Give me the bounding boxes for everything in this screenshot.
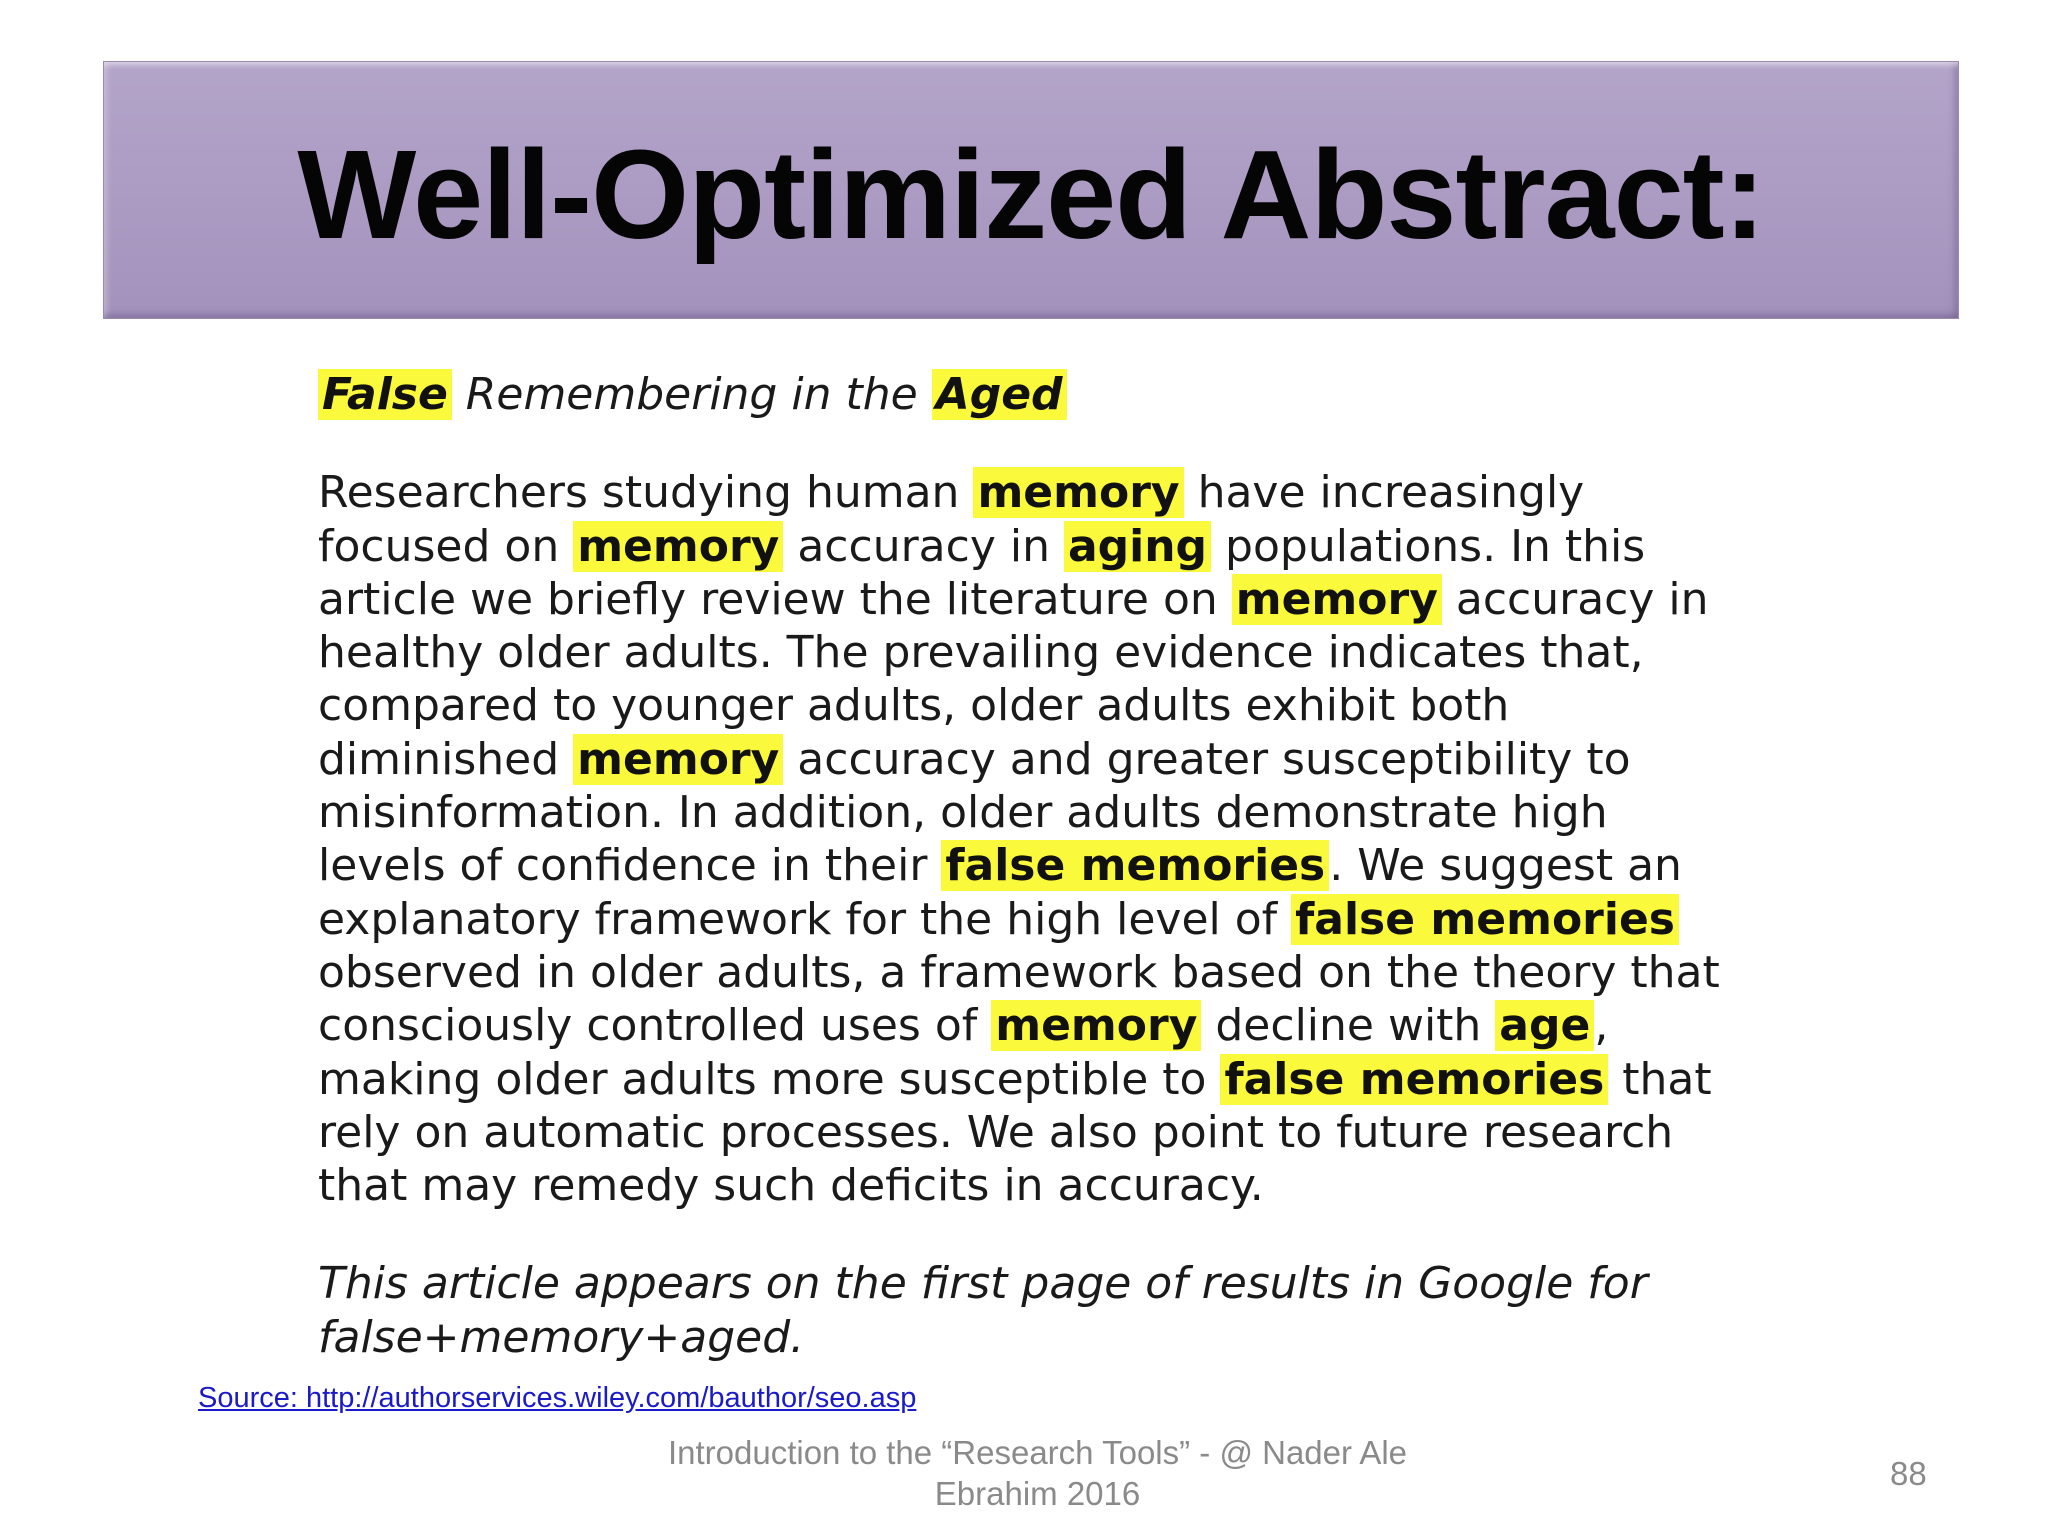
highlighted-term: memory — [573, 521, 783, 572]
abstract-line — [318, 520, 1778, 573]
abstract-line: that may remedy such deficits in accuracy. — [318, 1160, 1264, 1212]
text-run: have increasingly — [1183, 467, 1585, 519]
text-run: . We suggest an — [1329, 840, 1682, 892]
text-run: , — [1594, 1000, 1609, 1052]
note-line: This article appears on the first page of results in Google for — [318, 1258, 1648, 1310]
text-run: accuracy in — [1441, 573, 1709, 625]
source-link[interactable]: Source: http://authorservices.wiley.com/bauthor/seo.asp — [198, 1382, 917, 1414]
text-run: levels of confidence in their — [318, 840, 942, 892]
footer-line: Introduction to the “Research Tools” - @ Nader Ale — [667, 1434, 1408, 1471]
text-run: populations. In this — [1211, 520, 1646, 572]
highlighted-term: false memories — [1220, 1054, 1608, 1105]
text-run: that — [1608, 1053, 1712, 1105]
abstract-line: healthy older adults. The prevailing evidence indicates that, — [318, 627, 1644, 679]
highlighted-term: false memories — [1291, 894, 1679, 945]
abstract-line: rely on automatic processes. We also point to future research — [318, 1106, 1674, 1158]
abstract-line — [318, 893, 1778, 946]
slide-footer — [620, 1432, 1455, 1514]
highlighted-term: memory — [573, 734, 783, 785]
abstract-line — [318, 573, 1778, 626]
text-run: accuracy in — [783, 520, 1064, 572]
abstract-line — [318, 733, 1778, 786]
search-result-note — [318, 1257, 1778, 1364]
abstract-title — [318, 368, 1778, 421]
highlighted-term: memory — [991, 1000, 1201, 1051]
text-run: explanatory framework for the high level of — [318, 893, 1292, 945]
text-run: Researchers studying human — [318, 467, 974, 519]
page-number: 88 — [1890, 1455, 1927, 1492]
text-run: focused on — [318, 520, 574, 572]
abstract-line — [318, 999, 1778, 1052]
text-run: diminished — [318, 733, 574, 785]
abstract-line: observed in older adults, a framework based on the theory that — [318, 946, 1720, 998]
highlighted-term: False — [318, 369, 452, 420]
highlighted-term: false memories — [941, 840, 1329, 891]
abstract-line — [318, 1053, 1778, 1106]
highlighted-term: age — [1495, 1000, 1594, 1051]
note-line: false+memory+aged. — [318, 1311, 805, 1363]
abstract-excerpt — [318, 368, 1778, 1364]
text-run: consciously controlled uses of — [318, 1000, 992, 1052]
abstract-line — [318, 466, 1778, 519]
abstract-line: compared to younger adults, older adults exhibit both — [318, 680, 1510, 732]
highlighted-term: memory — [973, 467, 1183, 518]
abstract-body — [318, 466, 1778, 1212]
highlighted-term: memory — [1232, 574, 1442, 625]
footer-line: Ebrahim 2016 — [934, 1475, 1141, 1512]
abstract-line — [318, 839, 1778, 892]
highlighted-term: aging — [1064, 521, 1211, 572]
text-run: article we briefly review the literature on — [318, 573, 1232, 625]
slide-title: Well-Optimized Abstract: — [297, 123, 1765, 265]
title-banner — [103, 61, 1959, 319]
abstract-title-text: Remembering in the — [451, 369, 932, 420]
text-run: making older adults more susceptible to — [318, 1053, 1221, 1105]
abstract-line: misinformation. In addition, older adults demonstrate high — [318, 787, 1608, 839]
text-run: accuracy and greater susceptibility to — [783, 733, 1631, 785]
text-run: decline with — [1201, 1000, 1496, 1052]
highlighted-term: Aged — [932, 369, 1067, 420]
